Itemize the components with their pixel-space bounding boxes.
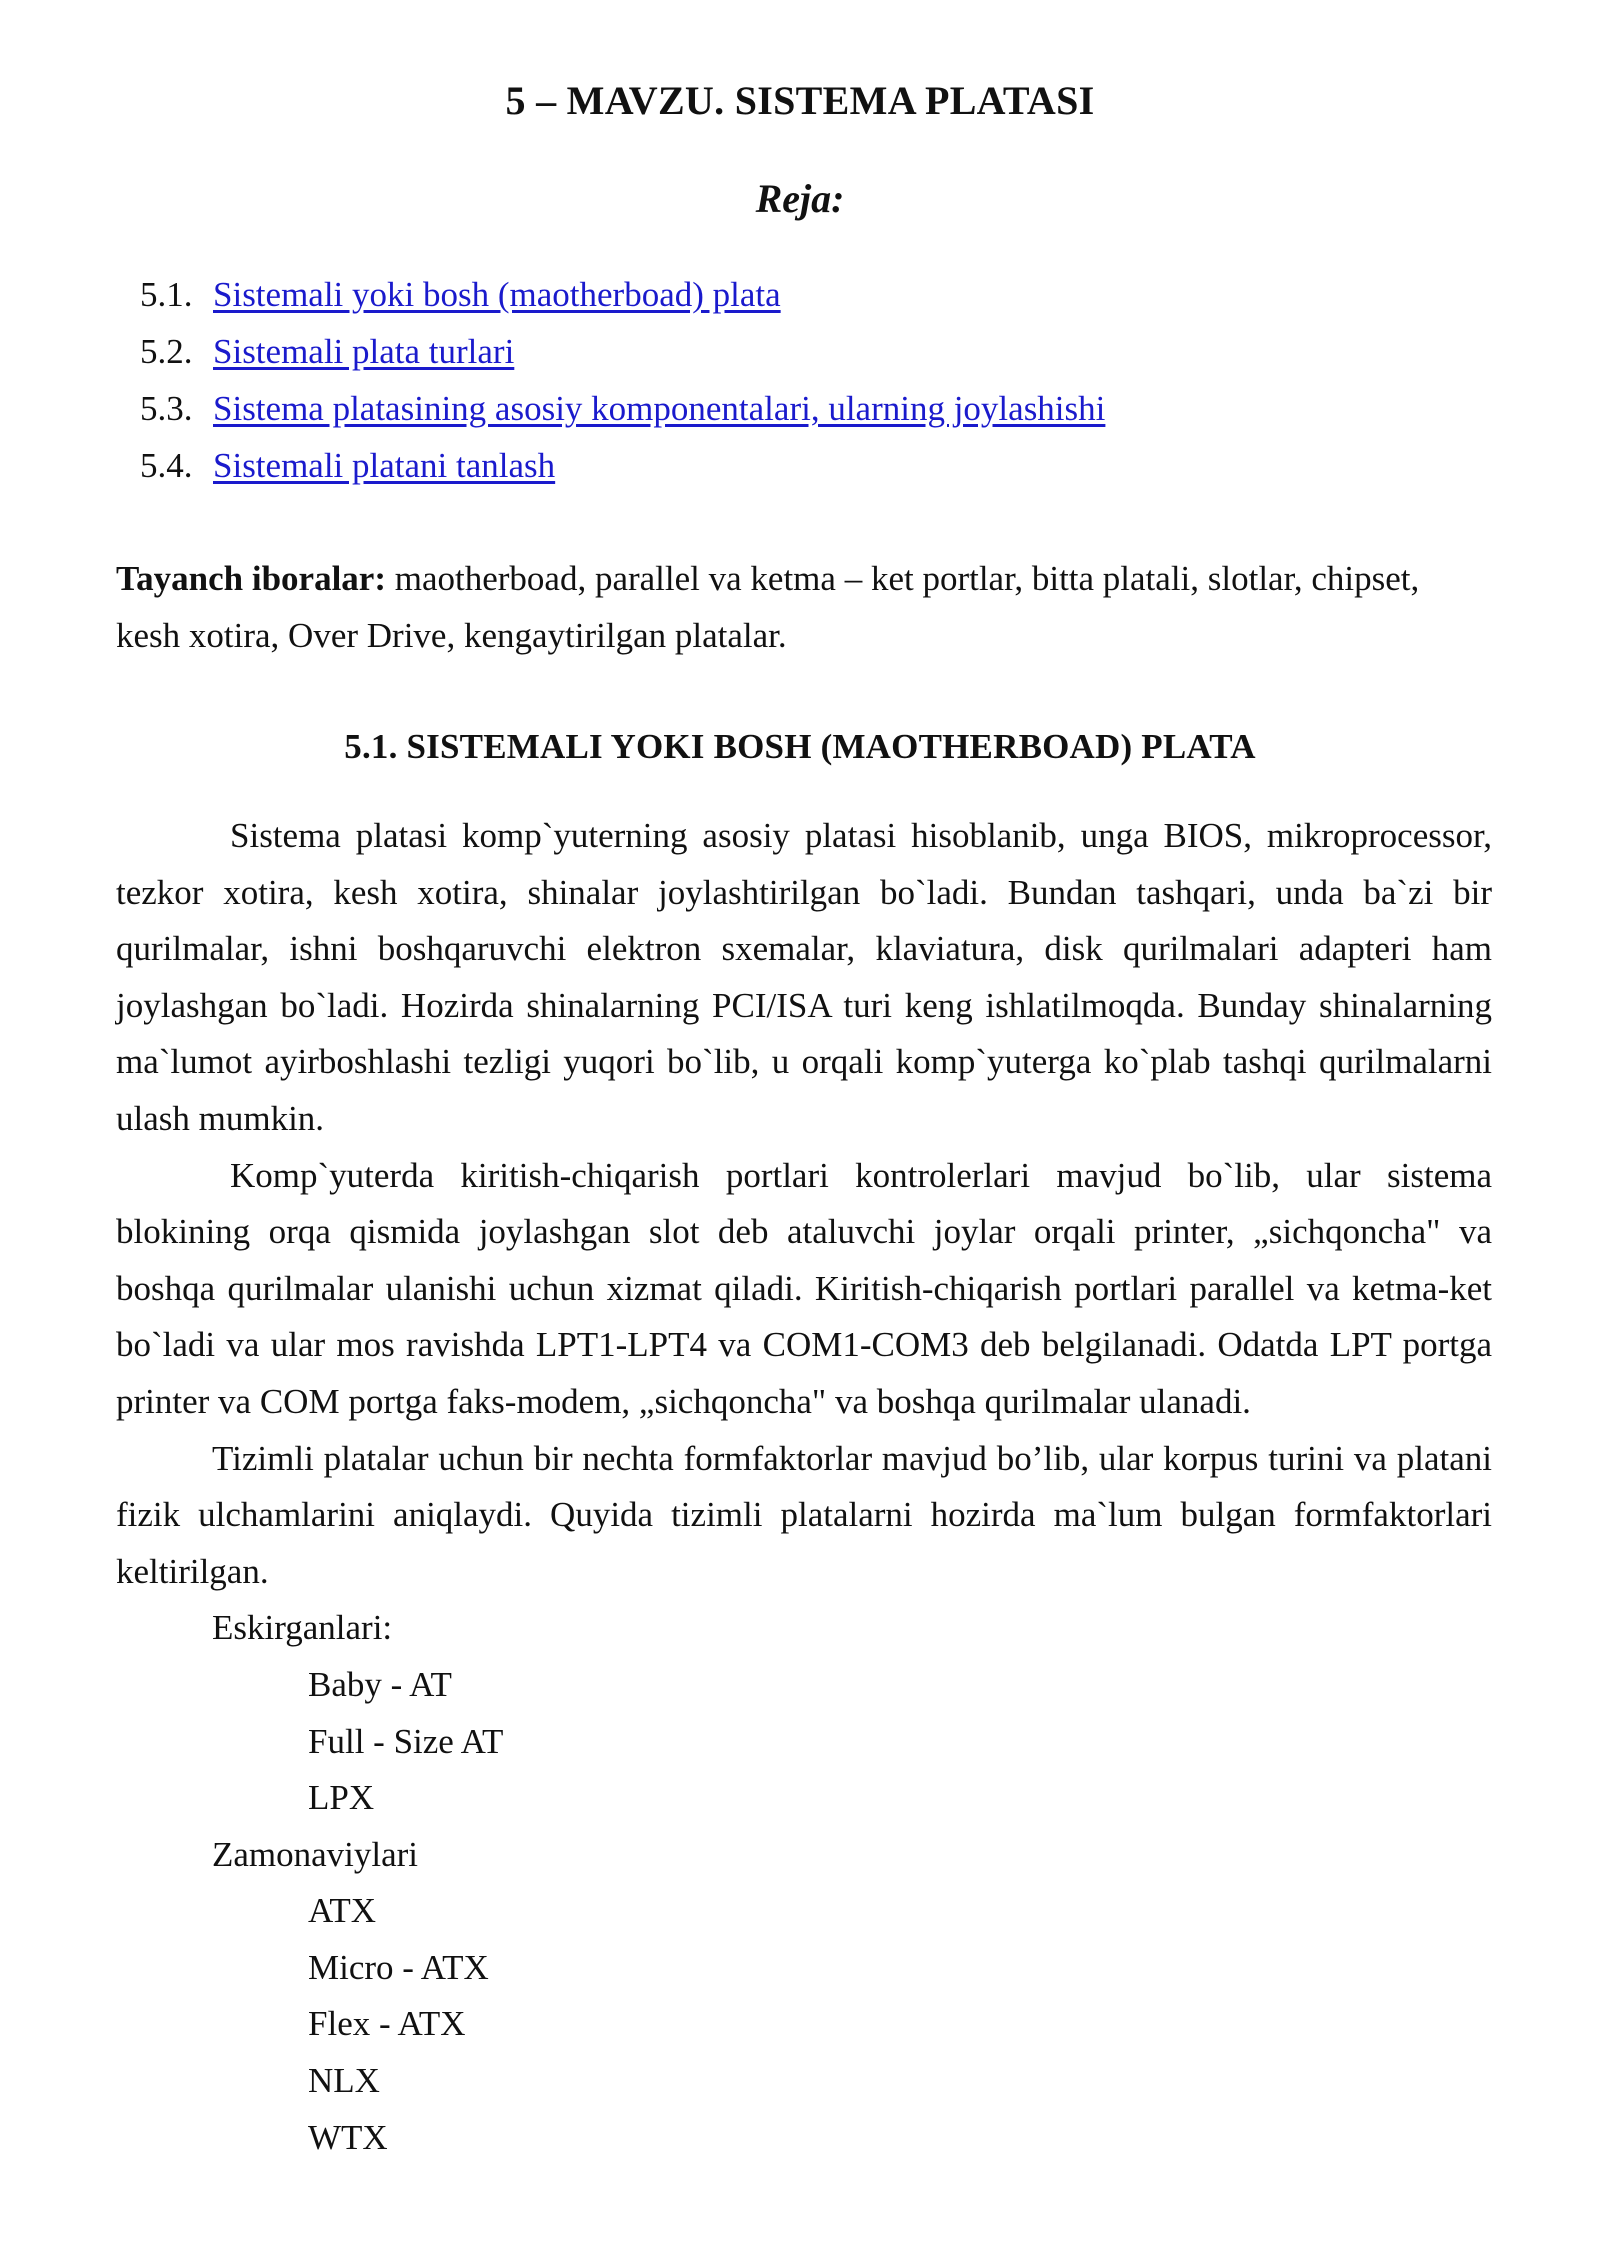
plan-heading: Reja: bbox=[755, 176, 845, 221]
plan-item-number: 5.3. bbox=[140, 389, 193, 428]
plan-item bbox=[140, 437, 1105, 494]
plan-list bbox=[140, 266, 1105, 494]
plan-item-number: 5.2. bbox=[140, 332, 193, 371]
formfactor-item: NLX bbox=[308, 2061, 380, 2101]
plan-item-number: 5.1. bbox=[140, 275, 193, 314]
plan-item bbox=[140, 323, 1105, 380]
formfactor-item: LPX bbox=[308, 1778, 375, 1818]
formfactor-item: WTX bbox=[308, 2117, 388, 2157]
formfactor-item: Full - Size AT bbox=[308, 1721, 504, 1761]
formfactor-item: Flex - ATX bbox=[308, 2004, 466, 2044]
keywords-label: Tayanch iboralar: bbox=[116, 559, 386, 598]
plan-item-number: 5.4. bbox=[140, 446, 193, 485]
keywords-text: maotherboad, parallel va ketma – ket portlar, bitta platali, slotlar, chipset, kesh xotira, Over Drive, kengaytirilgan platalar. bbox=[116, 559, 1420, 655]
formfactor-item: Baby - AT bbox=[308, 1664, 452, 1704]
formfactor-item: ATX bbox=[308, 1891, 377, 1931]
plan-item bbox=[140, 380, 1105, 437]
plan-item bbox=[140, 266, 1105, 323]
section-body bbox=[116, 808, 1492, 2166]
plan-item-link[interactable]: Sistema platasining asosiy komponentalari, ularning joylashishi bbox=[213, 389, 1106, 428]
body-paragraph: Komp`yuterda kiritish-chiqarish portlari kontrolerlari mavjud bo`lib, ular sistema blokining orqa qismida joylashgan slot deb ataluvchi joylar orqali printer, „sichqoncha" va boshqa qurilmalar ulanishi uchun xizmat qiladi. Kiritish-chiqarish portlari parallel va ketma-ket bo`ladi va ular mos ravishda LPT1-LPT4 va COM1-COM3 deb belgilanadi. Odatda LPT portga printer va COM portga faks-modem, „sichqoncha" va boshqa qurilmalar ulanadi. bbox=[116, 1155, 1492, 1421]
plan-item-link[interactable]: Sistemali yoki bosh (maotherboad) plata bbox=[213, 275, 781, 314]
plan-item-link[interactable]: Sistemali plata turlari bbox=[213, 332, 515, 371]
formfactor-item: Micro - ATX bbox=[308, 1947, 489, 1987]
page-title: 5 – MAVZU. SISTEMA PLATASI bbox=[505, 78, 1095, 123]
plan-item-link[interactable]: Sistemali platani tanlash bbox=[213, 446, 556, 485]
body-paragraph: Tizimli platalar uchun bir nechta formfaktorlar mavjud bo’lib, ular korpus turini va platani fizik ulchamlarini aniqlaydi. Quyida tizimli platalarni hozirda ma`lum bulgan formfaktorlari keltirilgan. bbox=[116, 1438, 1492, 1591]
keywords-paragraph bbox=[116, 550, 1492, 664]
body-paragraph: Sistema platasi komp`yuterning asosiy platasi hisoblanib, unga BIOS, mikroprocessor, tezkor xotira, kesh xotira, shinalar joylashtirilgan bo`ladi. Bundan tashqari, unda ba`zi bir qurilmalar, ishni boshqaruvchi elektron sxemalar, klaviatura, disk qurilmalari adapteri ham joylashgan bo`ladi. Hozirda shinalarning PCI/ISA turi keng ishlatilmoqda. Bunday shinalarning ma`lumot ayirboshlashi tezligi yuqori bo`lib, u orqali komp`yuterga ko`plab tashqi qurilmalarni ulash mumkin. bbox=[116, 816, 1492, 1138]
obsolete-formfactors-heading: Eskirganlari: bbox=[212, 1608, 393, 1648]
section-heading: 5.1. SISTEMALI YOKI BOSH (MAOTHERBOAD) PLATA bbox=[344, 727, 1256, 766]
modern-formfactors-heading: Zamonaviylari bbox=[212, 1834, 419, 1874]
